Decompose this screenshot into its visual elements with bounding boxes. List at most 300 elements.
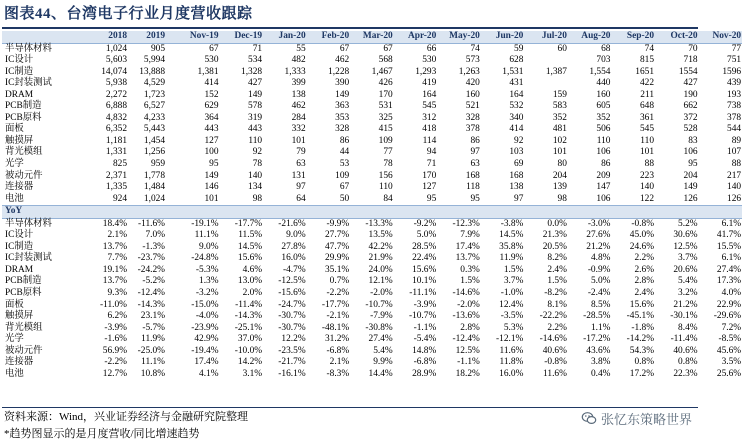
value-cell: 9.0% [286, 230, 306, 241]
value-cell: 506 [596, 124, 611, 135]
spacer-cell [166, 242, 176, 254]
spacer-cell [166, 194, 176, 206]
value-cell: 1,484 [143, 182, 165, 193]
value-cell: 160 [596, 89, 611, 100]
column-header: Apr-20 [394, 31, 438, 43]
spacer-cell [166, 182, 176, 194]
value-cell: 15.5% [716, 241, 742, 252]
value-cell: 69 [514, 159, 524, 170]
column-header: Mar-20 [350, 31, 394, 43]
value-cell: 14,074 [101, 66, 127, 77]
row-label: PCB原料 [5, 112, 42, 123]
value-cell: 110 [596, 135, 611, 146]
value-cell: 378 [727, 112, 742, 123]
value-cell: -3.8% [500, 218, 524, 229]
column-header: May-20 [437, 31, 481, 43]
value-cell: 443 [248, 124, 263, 135]
value-cell: 390 [335, 78, 350, 89]
value-cell: 40.6% [673, 345, 698, 356]
row-label: 背光模组 [5, 147, 43, 158]
value-cell: 482 [291, 55, 306, 66]
value-cell: 568 [378, 55, 393, 66]
value-cell: 6,888 [105, 101, 127, 112]
table-row [2, 43, 742, 55]
value-cell: 146 [204, 182, 219, 193]
spacer-cell [166, 369, 176, 381]
value-cell: 29.9% [324, 253, 350, 264]
value-cell: 3.2% [678, 288, 698, 299]
value-cell: 1554 [678, 66, 698, 77]
column-header: Sep-20 [611, 31, 655, 43]
value-cell: 40.6% [542, 345, 567, 356]
value-cell: 718 [683, 55, 698, 66]
value-cell: -3.9% [413, 299, 437, 310]
table-row [2, 101, 742, 113]
value-cell: 13.7% [102, 276, 127, 287]
value-cell: 223 [639, 170, 655, 181]
spacer-cell [166, 323, 176, 335]
value-cell: -12.3% [452, 218, 480, 229]
value-cell: 5.4% [373, 345, 393, 356]
value-cell: 284 [291, 112, 306, 123]
value-cell: -0.8% [631, 218, 655, 229]
value-cell: 37.0% [237, 334, 263, 345]
value-cell: 15.6% [412, 264, 437, 275]
value-cell: 27.4% [368, 334, 393, 345]
value-cell: 1,331 [105, 147, 127, 158]
value-cell: 35.1% [324, 264, 350, 275]
value-cell: 5.2% [678, 218, 698, 229]
value-cell: 4.0% [721, 288, 742, 299]
value-cell: 106 [683, 147, 698, 158]
value-cell: 53 [339, 159, 350, 170]
value-cell: 528 [683, 124, 698, 135]
value-cell: 534 [248, 55, 263, 66]
value-cell: -0.8% [544, 357, 567, 368]
table-row [2, 171, 742, 183]
value-cell: -1.1% [413, 322, 437, 333]
value-cell: 1.5% [460, 276, 480, 287]
value-cell: 109 [378, 135, 393, 146]
value-cell: 11.9% [141, 334, 165, 345]
value-cell: 42.2% [368, 241, 393, 252]
value-cell: 583 [552, 101, 567, 112]
table-row [2, 276, 742, 288]
value-cell: 9.9% [373, 357, 393, 368]
value-cell [524, 78, 568, 90]
value-cell: 5,994 [143, 55, 165, 66]
value-cell: 190 [683, 89, 698, 100]
value-cell: 2.8% [460, 322, 480, 333]
value-cell: 4,233 [143, 112, 165, 123]
value-cell: 31.2% [324, 334, 350, 345]
value-cell: 2.6% [634, 264, 655, 275]
value-cell: 138 [291, 89, 306, 100]
value-cell: -1.8% [631, 322, 655, 333]
value-cell: 106 [596, 147, 611, 158]
value-cell: 12.1% [368, 276, 393, 287]
value-cell: 363 [335, 101, 350, 112]
spacer-cell [166, 253, 176, 265]
value-cell: 462 [291, 101, 306, 112]
row-label: DRAM [5, 89, 34, 100]
value-cell: 2.4% [547, 264, 567, 275]
table-row [2, 288, 742, 300]
value-cell: -11.4% [670, 334, 698, 345]
value-cell: 24.0% [368, 264, 393, 275]
row-label: DRAM [5, 264, 34, 275]
table-row [2, 78, 742, 90]
value-cell: 1,333 [284, 66, 306, 77]
value-cell: 164 [509, 89, 524, 100]
table-row [2, 159, 742, 171]
row-label: 电池 [5, 193, 24, 204]
value-cell: 4.6% [242, 264, 263, 275]
row-label: 被动元件 [5, 170, 43, 181]
value-cell: 168 [509, 170, 524, 181]
value-cell: -11.6% [138, 218, 165, 229]
spacer-cell [166, 101, 176, 113]
value-cell: 78 [252, 159, 263, 170]
spacer-cell [166, 43, 176, 55]
value-cell: 532 [509, 101, 524, 112]
value-cell: -1.3% [142, 241, 165, 252]
value-cell: 440 [596, 78, 611, 89]
value-cell: 12.2% [281, 334, 306, 345]
row-label: IC设计 [5, 230, 34, 241]
value-cell: 13,888 [139, 66, 165, 77]
value-cell: 66 [426, 43, 437, 54]
value-cell: -25.1% [234, 322, 263, 333]
value-cell: 2.1% [107, 230, 127, 241]
value-cell: 20.5% [542, 241, 567, 252]
value-cell: 6.1% [721, 218, 742, 229]
value-cell: 0.4% [590, 368, 611, 379]
row-label: PCB制造 [5, 276, 42, 287]
value-cell: -17.7% [234, 218, 263, 229]
value-cell: -15.0% [191, 299, 219, 310]
value-cell: 152 [204, 89, 219, 100]
value-cell: -12.5% [278, 276, 306, 287]
value-cell: 12.5% [673, 241, 698, 252]
value-cell: -11.4% [235, 299, 263, 310]
value-cell: 3.1% [242, 368, 263, 379]
value-cell: -23.7% [137, 253, 165, 264]
value-cell: 7.9% [460, 230, 480, 241]
value-cell: 12.7% [102, 368, 127, 379]
value-cell: -9.9% [326, 218, 350, 229]
value-cell: 6,527 [143, 101, 165, 112]
column-header: Jul-20 [524, 31, 568, 43]
spacer-cell [166, 136, 176, 148]
column-header: Aug-20 [568, 31, 612, 43]
value-cell: 60 [557, 43, 567, 54]
value-cell: 122 [639, 193, 655, 204]
value-cell: 63 [470, 159, 480, 170]
value-cell: 193 [727, 89, 742, 100]
value-cell: 95 [209, 159, 219, 170]
value-cell: 0.7% [329, 276, 350, 287]
table-row [2, 369, 742, 381]
value-cell: 98 [252, 193, 263, 204]
value-cell: 14.4% [368, 368, 393, 379]
value-cell: 2.1% [329, 357, 350, 368]
value-cell: 11.9% [499, 253, 524, 264]
value-cell: 0.3% [460, 264, 480, 275]
value-cell: 332 [291, 124, 306, 135]
value-cell: -19.1% [191, 218, 219, 229]
yoy-section-label: YoY [2, 206, 742, 219]
spacer-cell [166, 171, 176, 183]
value-cell: 18.2% [455, 368, 480, 379]
value-cell: 530 [204, 55, 219, 66]
value-cell: 14.8% [412, 345, 437, 356]
value-cell: 419 [422, 78, 437, 89]
value-cell: 418 [422, 124, 437, 135]
value-cell: 422 [639, 78, 655, 89]
value-cell: 217 [727, 170, 742, 181]
table-row [2, 334, 742, 346]
value-cell: 443 [204, 124, 219, 135]
value-cell: 414 [204, 78, 219, 89]
value-cell: 4,832 [105, 112, 127, 123]
value-cell: 629 [204, 101, 219, 112]
value-cell: 3.7% [503, 276, 524, 287]
value-cell: 415 [378, 124, 393, 135]
value-cell: 138 [509, 182, 524, 193]
value-cell: 164 [422, 89, 437, 100]
value-cell: 170 [378, 89, 393, 100]
value-cell: 5,938 [105, 78, 127, 89]
value-cell: -5.7% [142, 322, 165, 333]
value-cell: 149 [683, 182, 698, 193]
value-cell: -3.0% [587, 218, 611, 229]
value-cell: 15.6% [237, 253, 263, 264]
value-cell: 16.0% [281, 253, 306, 264]
value-cell: 5,443 [143, 124, 165, 135]
value-cell: 1,256 [143, 147, 165, 158]
value-cell: 1,778 [143, 170, 165, 181]
row-label: IC封装测试 [5, 253, 52, 264]
row-label: 背光模组 [5, 322, 43, 333]
value-cell: -1.6% [104, 334, 127, 345]
value-cell: -8.3% [326, 368, 350, 379]
value-cell: -1.0% [500, 288, 524, 299]
value-cell: 1,024 [105, 43, 127, 54]
value-cell: 648 [639, 101, 655, 112]
value-cell: -6.8% [413, 357, 437, 368]
table-row [2, 113, 742, 125]
value-cell: 71 [426, 159, 437, 170]
value-cell: -1.1% [457, 357, 480, 368]
value-cell: -5.4% [413, 334, 437, 345]
value-cell: 8.5% [590, 299, 611, 310]
value-cell: 2.8% [634, 276, 655, 287]
value-cell: 204 [552, 170, 567, 181]
spacer-cell [166, 67, 176, 79]
column-header: Feb-20 [307, 31, 351, 43]
spacer-cell [166, 124, 176, 136]
row-label: PCB制造 [5, 101, 42, 112]
value-cell: -24.8% [191, 253, 219, 264]
value-cell: 481 [552, 124, 567, 135]
value-cell: -25.0% [137, 345, 165, 356]
value-cell: 64 [296, 193, 306, 204]
value-cell: 45.0% [629, 230, 655, 241]
value-cell: 1,335 [105, 182, 127, 193]
value-cell: -10.7% [365, 299, 393, 310]
value-cell: -16.1% [278, 368, 306, 379]
value-cell: 328 [465, 112, 480, 123]
value-cell: 27.8% [281, 241, 306, 252]
value-cell: -30.8% [365, 322, 393, 333]
value-cell: 131 [291, 170, 306, 181]
value-cell: 8.1% [547, 299, 567, 310]
column-header: Jan-20 [263, 31, 307, 43]
value-cell: 17.4% [194, 357, 219, 368]
value-cell: 21.9% [368, 253, 393, 264]
value-cell: -11.1% [409, 288, 437, 299]
value-cell: 11.5% [238, 230, 263, 241]
revenue-table [2, 31, 742, 380]
value-cell: 751 [727, 55, 742, 66]
value-cell: 5.0% [416, 230, 437, 241]
spacer-cell [166, 230, 176, 242]
table-row [2, 311, 742, 323]
value-cell: 95 [426, 193, 437, 204]
row-label: 被动元件 [5, 345, 43, 356]
value-cell: 3.5% [721, 357, 742, 368]
value-cell: 825 [112, 159, 127, 170]
value-cell: 114 [422, 135, 437, 146]
value-cell: -3.9% [104, 322, 127, 333]
value-cell: 78 [383, 159, 393, 170]
value-cell: 16.0% [499, 368, 524, 379]
row-label: 光学 [5, 334, 24, 345]
value-cell: 328 [335, 124, 350, 135]
value-cell: -8.5% [718, 334, 742, 345]
value-cell: 101 [552, 147, 567, 158]
value-cell: 147 [596, 182, 611, 193]
value-cell: 1,381 [197, 66, 219, 77]
value-cell: 1,263 [458, 66, 480, 77]
value-cell: -4.0% [195, 311, 219, 322]
value-cell: 0.8% [678, 357, 698, 368]
value-cell: -17.2% [583, 334, 611, 345]
value-cell: 1,181 [105, 135, 127, 146]
value-cell: -2.2% [104, 357, 127, 368]
value-cell: -14.6% [452, 288, 480, 299]
value-cell: 28.9% [412, 368, 437, 379]
value-cell: 107 [727, 147, 742, 158]
table-row [2, 218, 742, 230]
value-cell: 92 [252, 147, 263, 158]
value-cell: 95 [470, 193, 480, 204]
spacer-cell [166, 346, 176, 358]
header-spacer-cell [166, 31, 176, 43]
column-header: Dec-19 [220, 31, 264, 43]
value-cell: 139 [552, 182, 567, 193]
value-cell: 4.1% [199, 368, 219, 379]
value-cell: -5.2% [142, 276, 165, 287]
value-cell: 399 [291, 78, 306, 89]
value-cell: 9.0% [199, 241, 219, 252]
table-row [2, 136, 742, 148]
value-cell: 3.8% [590, 357, 611, 368]
value-cell: 1,467 [371, 66, 393, 77]
row-label: 光学 [5, 159, 24, 170]
value-cell: 1,024 [143, 193, 165, 204]
value-cell: 531 [378, 101, 393, 112]
figure-title: 图表44、台湾电子行业月度营收跟踪 [4, 6, 253, 22]
value-cell: 1.5% [503, 264, 524, 275]
value-cell: 2,371 [105, 170, 127, 181]
value-cell: -15.6% [278, 288, 306, 299]
value-cell: 2.0% [242, 288, 263, 299]
value-cell: 6.2% [107, 311, 127, 322]
source-note: 资料来源：Wind，兴业证券经济与金融研究院整理 [4, 411, 248, 423]
spacer-cell [166, 113, 176, 125]
value-cell: 71 [252, 43, 263, 54]
value-cell: 211 [640, 89, 655, 100]
value-cell: 44 [339, 147, 350, 158]
table-row [2, 253, 742, 265]
value-cell: 30.6% [673, 230, 698, 241]
value-cell: 1651 [635, 66, 655, 77]
value-cell: 13.7% [102, 241, 127, 252]
value-cell: -22.2% [539, 311, 567, 322]
value-cell: 134 [248, 182, 263, 193]
value-cell: 427 [248, 78, 263, 89]
value-cell: 361 [639, 112, 655, 123]
value-cell: 86 [339, 135, 350, 146]
spacer-cell [166, 311, 176, 323]
value-cell: 22.4% [412, 253, 437, 264]
value-cell: 352 [596, 112, 611, 123]
value-cell: -7.9% [370, 311, 393, 322]
value-cell: 738 [727, 101, 742, 112]
value-cell: 67 [339, 182, 350, 193]
value-cell: -3.5% [500, 311, 524, 322]
spacer-cell [166, 334, 176, 346]
row-label: 触摸屏 [5, 311, 34, 322]
value-cell: 70 [688, 43, 698, 54]
value-cell: 4.8% [590, 253, 611, 264]
value-cell: -12.4% [452, 334, 480, 345]
value-cell: 149 [248, 89, 263, 100]
value-cell: 74 [470, 43, 480, 54]
value-cell: 59 [514, 43, 524, 54]
value-cell: 140 [248, 170, 263, 181]
spacer-cell [166, 218, 176, 230]
value-cell: 14.5% [499, 230, 524, 241]
title-divider [2, 27, 698, 29]
column-header: Oct-20 [655, 31, 699, 43]
value-cell [524, 55, 568, 67]
value-cell: 109 [335, 170, 350, 181]
value-cell: 15.6% [629, 299, 655, 310]
value-cell: 4,529 [143, 78, 165, 89]
value-cell: 1596 [722, 66, 742, 77]
value-cell: -17.7% [321, 299, 350, 310]
value-cell: 815 [639, 55, 655, 66]
value-cell: -2.0% [457, 299, 480, 310]
value-cell: -13.6% [452, 311, 480, 322]
value-cell: 67 [339, 43, 350, 54]
value-cell: 45.6% [716, 345, 742, 356]
value-cell: 10.1% [412, 276, 437, 287]
value-cell: -19.4% [191, 345, 219, 356]
